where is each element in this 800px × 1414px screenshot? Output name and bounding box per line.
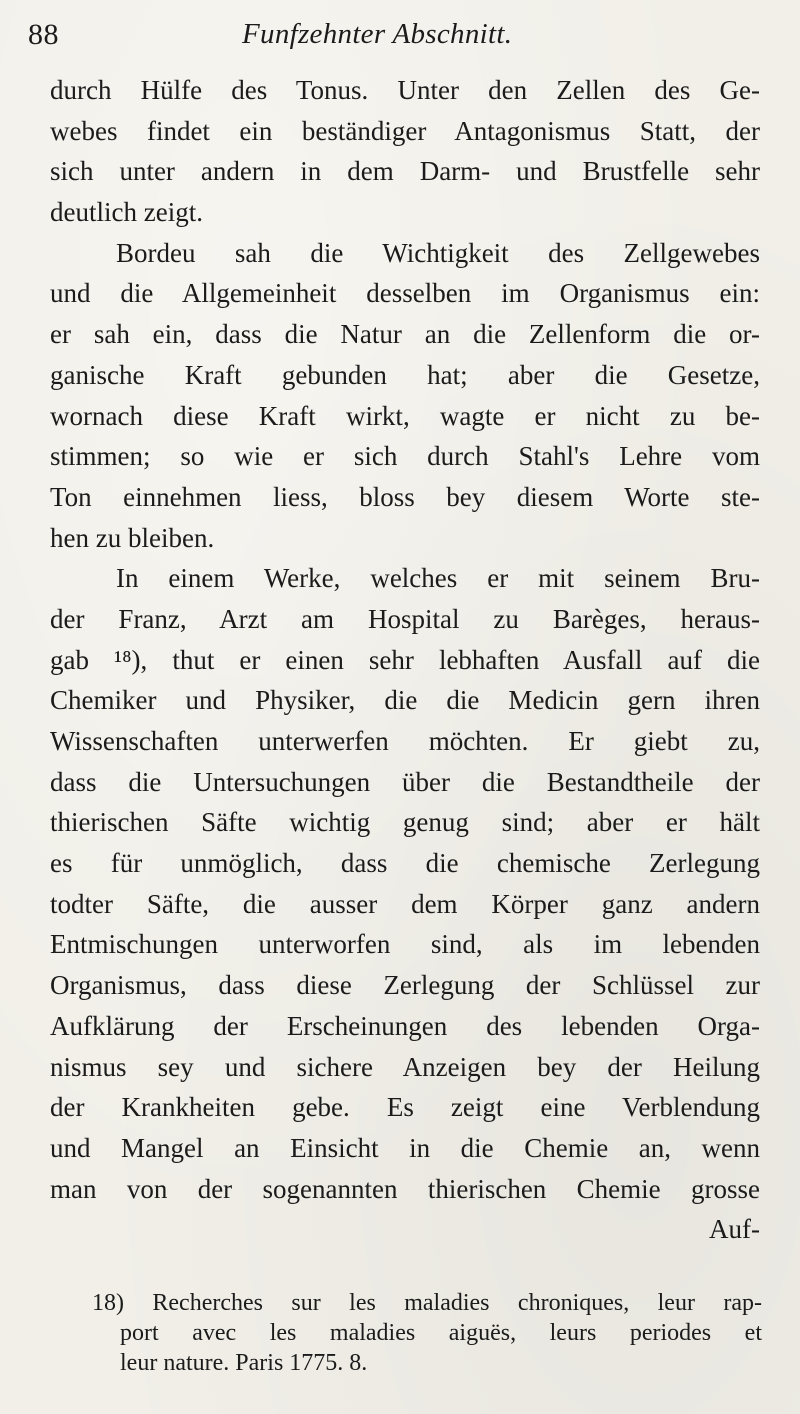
text-line: nismus sey und sichere Anzeigen bey der Heilung — [50, 1051, 760, 1082]
text-line: deutlich zeigt. — [50, 197, 203, 228]
text-line: Bordeu sah die Wichtigkeit des Zellgewebes — [116, 237, 760, 268]
text-line: und Mangel an Einsicht in die Chemie an, wenn — [50, 1132, 760, 1163]
footnote-line: 18) Recherches sur les maladies chroniques, leur rap- — [92, 1290, 762, 1316]
catchword: Auf- — [709, 1214, 760, 1245]
text-line: ganische Kraft gebunden hat; aber die Gesetze, — [50, 359, 760, 390]
text-line: Chemiker und Physiker, die die Medicin gern ihren — [50, 685, 760, 716]
footnote-line: port avec les maladies aiguës, leurs periodes et — [120, 1320, 762, 1346]
text-line: hen zu bleiben. — [50, 522, 215, 553]
text-line: stimmen; so wie er sich durch Stahl's Lehre vom — [50, 441, 760, 472]
text-line: In einem Werke, welches er mit seinem Bru- — [116, 563, 760, 594]
text-line: es für unmöglich, dass die chemische Zerlegung — [50, 848, 760, 879]
running-head: Funfzehnter Abschnitt. — [242, 18, 513, 50]
text-line: wornach diese Kraft wirkt, wagte er nicht zu be- — [50, 400, 760, 431]
text-line: Aufklärung der Erscheinungen des lebenden Orga- — [50, 1010, 760, 1041]
main-text — [50, 70, 760, 1250]
text-line: Ton einnehmen liess, bloss bey diesem Worte ste- — [50, 481, 760, 512]
footnote — [92, 1288, 762, 1378]
text-line: sich unter andern in dem Darm- und Brustfelle sehr — [50, 156, 760, 187]
text-line: man von der sogenannten thierischen Chemie grosse — [50, 1173, 760, 1204]
page-header — [28, 18, 760, 58]
text-line: der Krankheiten gebe. Es zeigt eine Verblendung — [50, 1092, 760, 1123]
text-line: er sah ein, dass die Natur an die Zellenform die or- — [50, 319, 760, 350]
text-line: thierischen Säfte wichtig genug sind; aber er hält — [50, 807, 760, 838]
text-line: Wissenschaften unterwerfen möchten. Er giebt zu, — [50, 726, 760, 756]
text-line: durch Hülfe des Tonus. Unter den Zellen des Ge- — [50, 75, 760, 105]
text-line: und die Allgemeinheit desselben im Organismus ein: — [50, 278, 760, 309]
page-number: 88 — [28, 18, 59, 51]
text-line: Entmischungen unterworfen sind, als im lebenden — [50, 929, 760, 960]
text-line: dass die Untersuchungen über die Bestandtheile der — [50, 766, 760, 797]
text-line: Organismus, dass diese Zerlegung der Schlüssel zur — [50, 970, 760, 1001]
text-line: webes findet ein beständiger Antagonismus Statt, der — [50, 115, 760, 146]
text-line: gab ¹⁸), thut er einen sehr lebhaften Ausfall auf die — [50, 644, 760, 675]
text-line: der Franz, Arzt am Hospital zu Barèges, heraus- — [50, 603, 760, 634]
text-line: todter Säfte, die ausser dem Körper ganz andern — [50, 888, 760, 919]
footnote-line: leur nature. Paris 1775. 8. — [120, 1350, 368, 1376]
